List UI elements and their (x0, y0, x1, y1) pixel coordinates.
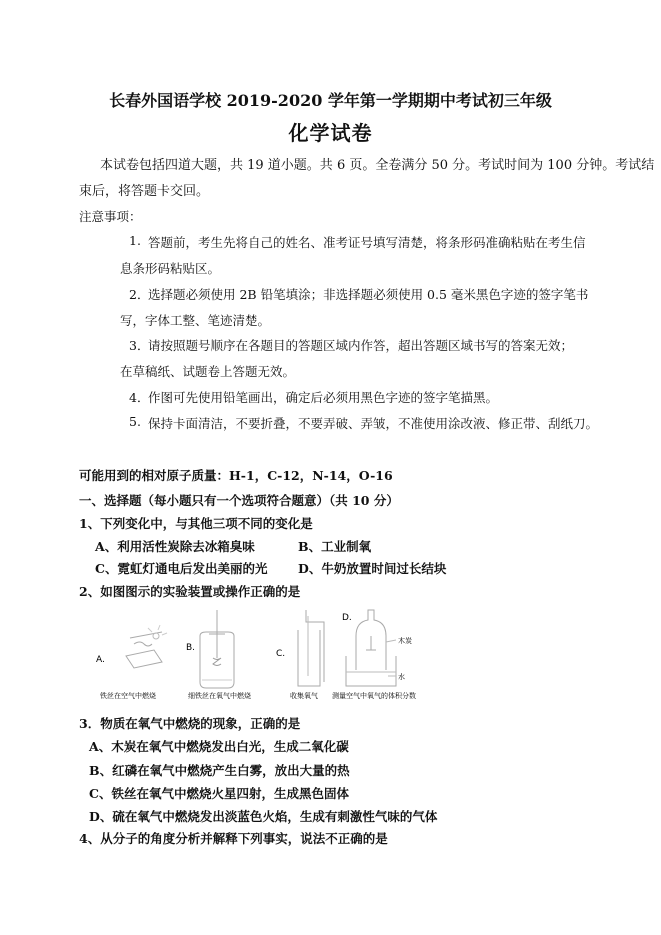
note-2-line-2: 写，字体工整、笔迹清楚。 (120, 313, 271, 328)
note-1-number: 1. (129, 233, 141, 248)
panel-c-collecting-oxygen (298, 610, 324, 686)
exam-subject-title: 化学试卷 (288, 121, 373, 145)
note-4-number: 4． (129, 390, 150, 405)
panel-d-letter: D. (342, 613, 352, 623)
note-4-line-1: 作图可先使用铅笔画出，确定后必须用黑色字迹的签字笔描黑。 (148, 390, 499, 405)
question-1-option-a: A、利用活性炭除去冰箱臭味 (95, 539, 255, 554)
note-5-number: 5. (129, 414, 141, 429)
intro-line-1: 本试卷包括四道大题，共 19 道小题。共 6 页。全卷满分 50 分。考试时间为 100 分钟。考试结 (100, 158, 655, 173)
question-3-option-a: A、木炭在氧气中燃烧发出白光，生成二氧化碳 (89, 739, 349, 754)
panel-a-letter: A. (96, 655, 105, 665)
question-3-option-c: C、铁丝在氧气中燃烧火星四射，生成黑色固体 (89, 786, 349, 801)
note-5-line-1: 保持卡面清洁，不要折叠，不要弄破、弄皱，不准使用涂改液、修正带、刮纸刀。 (148, 416, 599, 431)
section-1-heading: 一、选择题（每小题只有一个选项符合题意）（共 10 分） (79, 493, 399, 508)
note-2-number: 2． (129, 287, 150, 302)
panel-b-letter: B. (186, 643, 196, 653)
panel-d-water-label: 水 (398, 673, 405, 681)
note-3-number: 3． (129, 338, 150, 353)
panel-a-iron-wire-in-air (126, 625, 167, 668)
question-1-option-d: D、牛奶放置时间过长结块 (298, 561, 447, 576)
panel-a-caption: 铁丝在空气中燃烧 (100, 692, 156, 700)
note-1-line-2: 息条形码粘贴区。 (120, 261, 221, 276)
question-1-stem: 1、下列变化中，与其他三项不同的变化是 (79, 516, 313, 531)
panel-b-caption: 细铁丝在氧气中燃烧 (188, 692, 251, 700)
panel-d-charcoal-label: 木炭 (398, 637, 412, 645)
note-3-line-2: 在草稿纸、试题卷上答题无效。 (120, 364, 296, 379)
note-3-line-1: 请按照题号顺序在各题目的答题区域内作答，超出答题区域书写的答案无效； (148, 338, 574, 353)
question-2-stem: 2、如图图示的实验装置或操作正确的是 (79, 584, 301, 599)
question-4-stem: 4、从分子的角度分析并解释下列事实，说法不正确的是 (79, 831, 388, 846)
question-3-option-b: B、红磷在氧气中燃烧产生白雾，放出大量的热 (89, 763, 350, 778)
exam-school-title: 长春外国语学校 2019-2020 学年第一学期期中考试初三年级 (109, 91, 552, 110)
atomic-mass-line: 可能用到的相对原子质量：H-1，C-12，N-14，O-16 (79, 468, 393, 483)
intro-line-2: 束后，将答题卡交回。 (79, 184, 210, 199)
question-1-option-b: B、工业制氧 (298, 539, 372, 554)
note-2-line-1: 选择题必须使用 2B 铅笔填涂；非选择题必须使用 0.5 毫米黑色字迹的签字笔书 (148, 287, 589, 302)
panel-d-measuring-oxygen (346, 610, 396, 686)
question-3-stem: 3．物质在氧气中燃烧的现象，正确的是 (79, 716, 301, 731)
question-1-option-c: C、霓虹灯通电后发出美丽的光 (95, 561, 268, 576)
question-3-option-d: D、硫在氧气中燃烧发出淡蓝色火焰，生成有刺激性气味的气体 (89, 809, 438, 824)
note-1-line-1: 答题前，考生先将自己的姓名、准考证号填写清楚，将条形码准确粘贴在考生信 (148, 235, 586, 250)
panel-d-caption: 测量空气中氧气的体积分数 (332, 692, 416, 700)
experiment-apparatus-figure (92, 606, 437, 710)
panel-b-iron-wire-in-oxygen (200, 610, 234, 688)
notes-heading: 注意事项： (79, 209, 142, 224)
panel-c-caption: 收集氧气 (290, 692, 318, 700)
panel-c-letter: C. (276, 649, 286, 659)
